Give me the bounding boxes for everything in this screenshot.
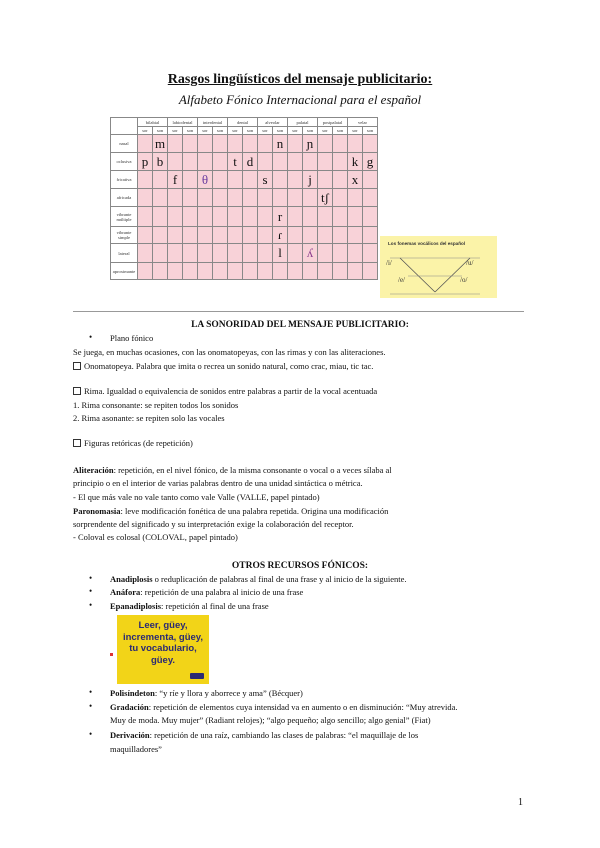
- voicing-header: son: [273, 127, 288, 135]
- phoneme-cell: [168, 244, 183, 263]
- row-label: lateral: [111, 244, 138, 263]
- phoneme-cell: k: [348, 153, 363, 171]
- phoneme-cell: [288, 207, 303, 227]
- intro-text: Se juega, en muchas ocasiones, con las onomatopeyas, con las rimas y con las aliteraciones.: [73, 347, 386, 357]
- phoneme-cell: [183, 189, 198, 207]
- phoneme-cell: [213, 263, 228, 280]
- gradacion-item: Gradación: repetición de elementos cuya intensidad va en aumento o en disminución: “Muy atrevida.: [110, 702, 458, 712]
- phoneme-cell: [288, 189, 303, 207]
- phoneme-cell: m: [153, 135, 168, 153]
- aliteracion-def: Aliteración: repetición, en el nivel fónico, de la misma consonante o vocal o a veces sílaba al: [73, 465, 392, 475]
- phoneme-cell: [243, 189, 258, 207]
- checkbox-icon: [73, 439, 81, 447]
- phoneme-cell: [363, 244, 378, 263]
- phoneme-cell: [333, 227, 348, 244]
- phoneme-cell: [318, 263, 333, 280]
- phoneme-cell: t: [228, 153, 243, 171]
- voicing-header: sor: [258, 127, 273, 135]
- phoneme-cell: [243, 135, 258, 153]
- phoneme-cell: [258, 263, 273, 280]
- phoneme-cell: g: [363, 153, 378, 171]
- voicing-header: son: [213, 127, 228, 135]
- vowel-u: /u/: [466, 259, 474, 267]
- phoneme-cell: [168, 153, 183, 171]
- phoneme-cell: [183, 135, 198, 153]
- phoneme-cell: r: [273, 207, 288, 227]
- phoneme-cell: [333, 171, 348, 189]
- page-subtitle: Alfabeto Fónico Internacional para el español: [178, 92, 422, 107]
- phoneme-cell: [303, 207, 318, 227]
- column-header: interdental: [198, 118, 228, 127]
- table-corner: [111, 118, 138, 135]
- voicing-header: sor: [138, 127, 153, 135]
- phoneme-cell: [228, 207, 243, 227]
- phoneme-cell: [153, 207, 168, 227]
- phoneme-cell: ɲ: [303, 135, 318, 153]
- phoneme-cell: [258, 135, 273, 153]
- phoneme-cell: [288, 171, 303, 189]
- phoneme-cell: [198, 153, 213, 171]
- polisindeton-item: Polisíndeton: “y ríe y llora y aborrece y ama” (Bécquer): [110, 688, 303, 698]
- phoneme-cell: [363, 189, 378, 207]
- onomatopeya-item: Onomatopeya. Palabra que imita o recrea un sonido natural, como crac, miau, tic tac.: [73, 361, 373, 371]
- vowel-e: /e/: [398, 276, 405, 284]
- phoneme-cell: [228, 135, 243, 153]
- table-row: [111, 263, 378, 280]
- phoneme-cell: [273, 263, 288, 280]
- phoneme-cell: [348, 244, 363, 263]
- table-row: [111, 244, 378, 263]
- paronomasia-def-cont: sorprendente del significado y su interpretación exige la colaboración del receptor.: [73, 519, 354, 529]
- ad-banner-image: [117, 615, 209, 684]
- column-header: alveolar: [258, 118, 288, 127]
- banner-line: Leer, güey,: [138, 620, 188, 631]
- column-header: postpalatal: [318, 118, 348, 127]
- phoneme-cell: [153, 189, 168, 207]
- anafora-item: Anáfora: repetición de una palabra al inicio de una frase: [110, 587, 304, 597]
- phoneme-cell: [258, 207, 273, 227]
- phoneme-cell: [288, 227, 303, 244]
- phoneme-cell: [243, 207, 258, 227]
- banner-line: tu vocabulario, güey.: [129, 643, 197, 666]
- bullet-dot: •: [89, 586, 93, 596]
- phoneme-cell: d: [243, 153, 258, 171]
- phoneme-cell: [363, 171, 378, 189]
- phoneme-cell: [258, 153, 273, 171]
- bullet-plano-fonico: Plano fónico: [110, 333, 154, 343]
- phoneme-cell: [183, 171, 198, 189]
- phoneme-cell: [243, 227, 258, 244]
- table-row: [111, 189, 378, 207]
- anadiplosis-item: Anadiplosis o reduplicación de palabras al final de una frase y al inicio de la siguiente.: [110, 574, 407, 584]
- voicing-header: son: [243, 127, 258, 135]
- phoneme-cell: [213, 207, 228, 227]
- vowel-diagram: [380, 236, 497, 298]
- phoneme-cell: [318, 171, 333, 189]
- vowel-diagram-title: Los fonemas vocálicos del español: [388, 241, 466, 246]
- phoneme-cell: [333, 244, 348, 263]
- phoneme-cell: [213, 227, 228, 244]
- phoneme-cell: [213, 171, 228, 189]
- phoneme-cell: [168, 189, 183, 207]
- rima-item: Rima. Igualdad o equivalencia de sonidos entre palabras a partir de la vocal acentuada: [73, 386, 377, 396]
- phoneme-cell: [363, 227, 378, 244]
- phoneme-cell: [363, 135, 378, 153]
- phoneme-cell: [183, 227, 198, 244]
- phoneme-cell: [153, 227, 168, 244]
- phoneme-cell: [243, 263, 258, 280]
- column-header: labiodental: [168, 118, 198, 127]
- phoneme-cell: [288, 244, 303, 263]
- voicing-header: sor: [198, 127, 213, 135]
- phoneme-cell: [258, 227, 273, 244]
- phoneme-cell: [273, 153, 288, 171]
- phoneme-cell: [198, 227, 213, 244]
- table-row: [111, 135, 378, 153]
- paronomasia-def: Paronomasia: leve modificación fonética de una palabra repetida. Origina una modificación: [73, 506, 389, 516]
- phoneme-cell: b: [153, 153, 168, 171]
- voicing-header: son: [303, 127, 318, 135]
- phoneme-cell: [333, 153, 348, 171]
- checkbox-icon: [73, 387, 81, 395]
- voicing-header: sor: [168, 127, 183, 135]
- bullet-dot: •: [89, 687, 93, 697]
- phoneme-cell: [153, 171, 168, 189]
- phoneme-cell: tʃ: [318, 189, 333, 207]
- voicing-header: sor: [318, 127, 333, 135]
- phoneme-cell: [213, 189, 228, 207]
- phoneme-cell: n: [273, 135, 288, 153]
- phoneme-cell: [348, 263, 363, 280]
- phoneme-cell: [228, 171, 243, 189]
- phoneme-cell: ɾ: [273, 227, 288, 244]
- phoneme-cell: [213, 244, 228, 263]
- phoneme-cell: [198, 244, 213, 263]
- section-heading-sonoridad: LA SONORIDAD DEL MENSAJE PUBLICITARIO:: [191, 320, 409, 330]
- phoneme-cell: ʎ: [303, 244, 318, 263]
- voicing-header: sor: [348, 127, 363, 135]
- table-row: [111, 207, 378, 227]
- banner-line: incrementa, güey,: [122, 631, 204, 643]
- phoneme-cell: [168, 263, 183, 280]
- column-header: palatal: [288, 118, 318, 127]
- bullet-dot: •: [89, 701, 93, 711]
- vowel-i: /i/: [386, 259, 392, 267]
- paronomasia-example: - Coloval es colosal (COLOVAL, papel pintado): [73, 532, 238, 542]
- phoneme-cell: [138, 171, 153, 189]
- voicing-header: sor: [228, 127, 243, 135]
- bullet-dot: •: [89, 600, 93, 610]
- phoneme-cell: [273, 171, 288, 189]
- phoneme-cell: [258, 244, 273, 263]
- phoneme-cell: [348, 189, 363, 207]
- phoneme-cell: [168, 207, 183, 227]
- rima-consonante: 1. Rima consonante: se repiten todos los sonidos: [73, 400, 239, 410]
- phoneme-cell: [183, 244, 198, 263]
- phoneme-cell: [318, 135, 333, 153]
- aliteracion-def-cont: principio o en el interior de varias palabras dentro de una unidad sintáctica o métrica.: [73, 478, 363, 488]
- phoneme-cell: [198, 189, 213, 207]
- derivacion-item: Derivación: repetición de una raíz, cambiando las clases de palabras: “el maquillaje de los: [110, 730, 419, 740]
- phoneme-cell: [288, 153, 303, 171]
- phoneme-cell: [168, 135, 183, 153]
- phoneme-cell: [138, 227, 153, 244]
- phoneme-cell: j: [303, 171, 318, 189]
- vowel-o: /o/: [460, 276, 468, 284]
- phoneme-cell: [318, 227, 333, 244]
- phoneme-cell: [348, 207, 363, 227]
- rima-asonante: 2. Rima asonante: se repiten solo las vocales: [73, 413, 225, 423]
- phoneme-cell: f: [168, 171, 183, 189]
- bullet-dot: •: [89, 332, 93, 342]
- bullet-dot: •: [89, 573, 93, 583]
- ipa-table: [110, 117, 378, 280]
- phoneme-cell: [348, 135, 363, 153]
- column-header: dental: [228, 118, 258, 127]
- phoneme-cell: [273, 189, 288, 207]
- table-row: [111, 171, 378, 189]
- phoneme-cell: p: [138, 153, 153, 171]
- epanadiplosis-item: Epanadiplosis: repetición al final de una frase: [110, 601, 269, 611]
- phoneme-cell: [138, 189, 153, 207]
- phoneme-cell: [348, 227, 363, 244]
- phoneme-cell: [183, 207, 198, 227]
- voicing-header: son: [363, 127, 378, 135]
- voicing-header: sor: [288, 127, 303, 135]
- phoneme-cell: [198, 263, 213, 280]
- phoneme-cell: [288, 263, 303, 280]
- phoneme-cell: [153, 263, 168, 280]
- phoneme-cell: [138, 244, 153, 263]
- phoneme-cell: [363, 263, 378, 280]
- phoneme-cell: [333, 207, 348, 227]
- table-row: [111, 227, 378, 244]
- figuras-item: Figuras retóricas (de repetición): [73, 438, 193, 448]
- column-header: bilabial: [138, 118, 168, 127]
- row-label: oclusiva: [111, 153, 138, 171]
- phoneme-cell: [228, 244, 243, 263]
- phoneme-cell: [228, 263, 243, 280]
- checkbox-icon: [73, 362, 81, 370]
- phoneme-cell: [198, 135, 213, 153]
- phoneme-cell: x: [348, 171, 363, 189]
- brand-logo: [190, 673, 204, 679]
- phoneme-cell: [153, 244, 168, 263]
- section-heading-otros: OTROS RECURSOS FÓNICOS:: [231, 561, 369, 571]
- phoneme-cell: [183, 263, 198, 280]
- phoneme-cell: [168, 227, 183, 244]
- phoneme-cell: [243, 244, 258, 263]
- phoneme-cell: [213, 135, 228, 153]
- phoneme-cell: [213, 153, 228, 171]
- row-label: aproximante: [111, 263, 138, 280]
- page-number: 1: [518, 797, 523, 808]
- phoneme-cell: [198, 207, 213, 227]
- row-label: fricativa: [111, 171, 138, 189]
- phoneme-cell: [138, 263, 153, 280]
- phoneme-cell: [333, 135, 348, 153]
- row-label: vibrante múltiple: [111, 207, 138, 227]
- phoneme-cell: [138, 207, 153, 227]
- gradacion-item-cont: Muy de moda. Muy mujer” (Radiant relojes); “algo pequeño; algo sencillo; algo genial” (Fiat): [110, 715, 431, 725]
- phoneme-cell: [303, 153, 318, 171]
- bullet-dot: •: [89, 729, 93, 739]
- phoneme-cell: [303, 227, 318, 244]
- marker-icon: [110, 653, 113, 656]
- phoneme-cell: [258, 189, 273, 207]
- aliteracion-example: - El que más vale no vale tanto como vale Valle (VALLE, papel pintado): [73, 492, 320, 502]
- phoneme-cell: [303, 263, 318, 280]
- phoneme-cell: [318, 244, 333, 263]
- column-header: velar: [348, 118, 378, 127]
- phoneme-cell: [228, 227, 243, 244]
- derivacion-item-cont: maquilladores”: [110, 744, 162, 754]
- phoneme-cell: [333, 189, 348, 207]
- phoneme-cell: l: [273, 244, 288, 263]
- row-label: africada: [111, 189, 138, 207]
- phoneme-cell: [363, 207, 378, 227]
- page-title: Rasgos lingüísticos del mensaje publicitario:: [167, 72, 433, 87]
- phoneme-cell: θ: [198, 171, 213, 189]
- phoneme-cell: [288, 135, 303, 153]
- voicing-header: son: [333, 127, 348, 135]
- phoneme-cell: [318, 153, 333, 171]
- row-label: nasal: [111, 135, 138, 153]
- phoneme-cell: [183, 153, 198, 171]
- phoneme-cell: [318, 207, 333, 227]
- table-row: [111, 153, 378, 171]
- phoneme-cell: [228, 189, 243, 207]
- phoneme-cell: s: [258, 171, 273, 189]
- row-label: vibrante simple: [111, 227, 138, 244]
- phoneme-cell: [138, 135, 153, 153]
- phoneme-cell: [333, 263, 348, 280]
- phoneme-cell: [243, 171, 258, 189]
- divider: [73, 311, 524, 312]
- phoneme-cell: [303, 189, 318, 207]
- voicing-header: son: [183, 127, 198, 135]
- voicing-header: son: [153, 127, 168, 135]
